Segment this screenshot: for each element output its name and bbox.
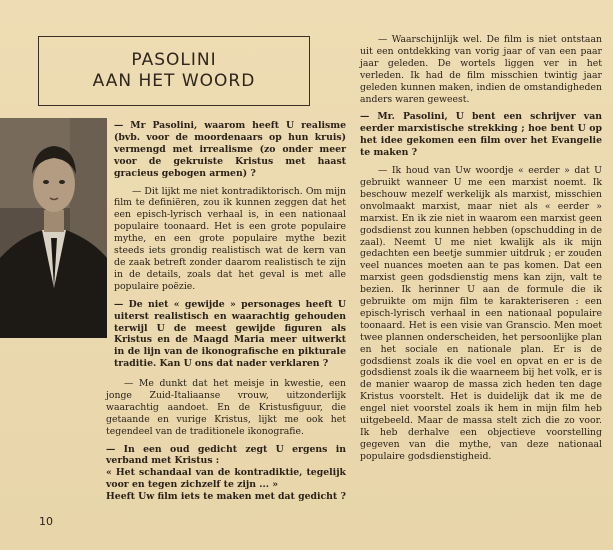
question-4: — Mr. Pasolini, U bent een schrijver van eerder marxistische strekking ; hoe bent U op het idee gekomen een film over het Evangelie te maken ?: [360, 111, 602, 159]
right-text-column: [360, 34, 602, 463]
article-title-line-2: AAN HET WOORD: [92, 71, 256, 91]
question-3: — In een oud gedicht zegt U ergens in verband met Kristus :: [106, 443, 346, 467]
answer-3: — Waarschijnlijk wel. De film is niet ontstaan uit een ontdekking van vorig jaar of van een paar jaar geleden. De wortels liggen ver in het verleden. Ik had de film misschien twintig jaar geleden kunnen maken, indien de omstandigheden anders waren geweest.: [360, 34, 602, 105]
answer-1: — Dit lijkt me niet kontradiktorisch. Om mijn film te definiëren, zou ik kunnen zeggen dat het een episch-lyrisch verhaal is, in een nationaal populaire toonaard. Het is een grote populaire mythe, en een grote populaire mythe bezit steeds iets grondig realistisch wat de kern van de zaak betreft zonder daarom realistisch te zijn in de details, zoals dat het geval is met alle populaire poëzie.: [114, 185, 346, 292]
article-title-box: [38, 36, 310, 106]
page-number: 10: [39, 515, 53, 528]
answer-2: — Me dunkt dat het meisje in kwestie, een jonge Zuid-Italiaanse vrouw, uitzonderlijk waarachtig aandoet. En de Kristusfiguur, die getaande en vurige Kristus, lijkt me ook het tegendeel van de traditionele ikonografie.: [106, 378, 346, 437]
question-3-quote: « Het schandaal van de kontradiktie, tegelijk voor en tegen zichzelf te zijn ... »: [106, 467, 346, 491]
question-1: — Mr Pasolini, waarom heeft U realisme (bvb. voor de moordenaars op hun kruis) vermengd met irrealisme (zo onder meer voor de gekruiste Kristus met haast gracieus gebogen armen) ?: [114, 120, 346, 179]
left-text-column-upper: [114, 120, 346, 370]
portrait-illustration: [0, 118, 107, 338]
answer-4: — Ik houd van Uw woordje « eerder » dat U gebruikt wanneer U me een marxist noemt. Ik beschouw mezelf werkelijk als marxist, misschien onvolmaakt marxist, maar niet als « eerder » marxist. En ik zie niet in waarom een marxist geen godsdienst zou kunnen hebben (opschudding in de zaal). Neemt U me niet kwalijk als ik mijn gedachten een beetje summier uitdruk ; er zouden veel nuances moeten aan te pas komen. Dat een marxist geen godsdienstig mens kan zijn, valt te bezien. Ik herinner U aan de formule die ik gebruikte om mijn film te karakteriseren : een episch-lyrisch verhaal in een nationaal populaire toonaard. Het is een visie van Granscio. Men moet twee plannen onderscheiden, het persoonlijke plan en het sociale en nationale plan. Er is de godsdienst zoals ik die voel en opvat en er is de godsdienst zoals ik die waarneem bij het volk, er is de manier waarop de massa zich heden ten dage Kristus voorstelt. Het is duidelijk dat ik me de engel niet voorstel zoals ik hem in mijn film heb uitgebeeld. Maar de massa stelt zich die zo voor. Ik heb derhalve een objectieve voorstelling gegeven van die mythe, van deze nationaal populaire godsdienstigheid.: [360, 165, 602, 462]
question-2: — De niet « gewijde » personages heeft U uiterst realistisch en waarachtig gehouden terwijl U de meest gewijde figuren als Kristus en de Maagd Maria meer uitwerkt in de lijn van de ikonografische en pikturale traditie. Kan U ons dat nader verklaren ?: [114, 298, 346, 370]
left-text-column-lower: [106, 378, 346, 503]
article-title-line-1: PASOLINI: [131, 50, 217, 70]
question-3-end: Heeft Uw film iets te maken met dat gedicht ?: [106, 491, 346, 503]
pasolini-portrait-photo: [0, 118, 107, 338]
